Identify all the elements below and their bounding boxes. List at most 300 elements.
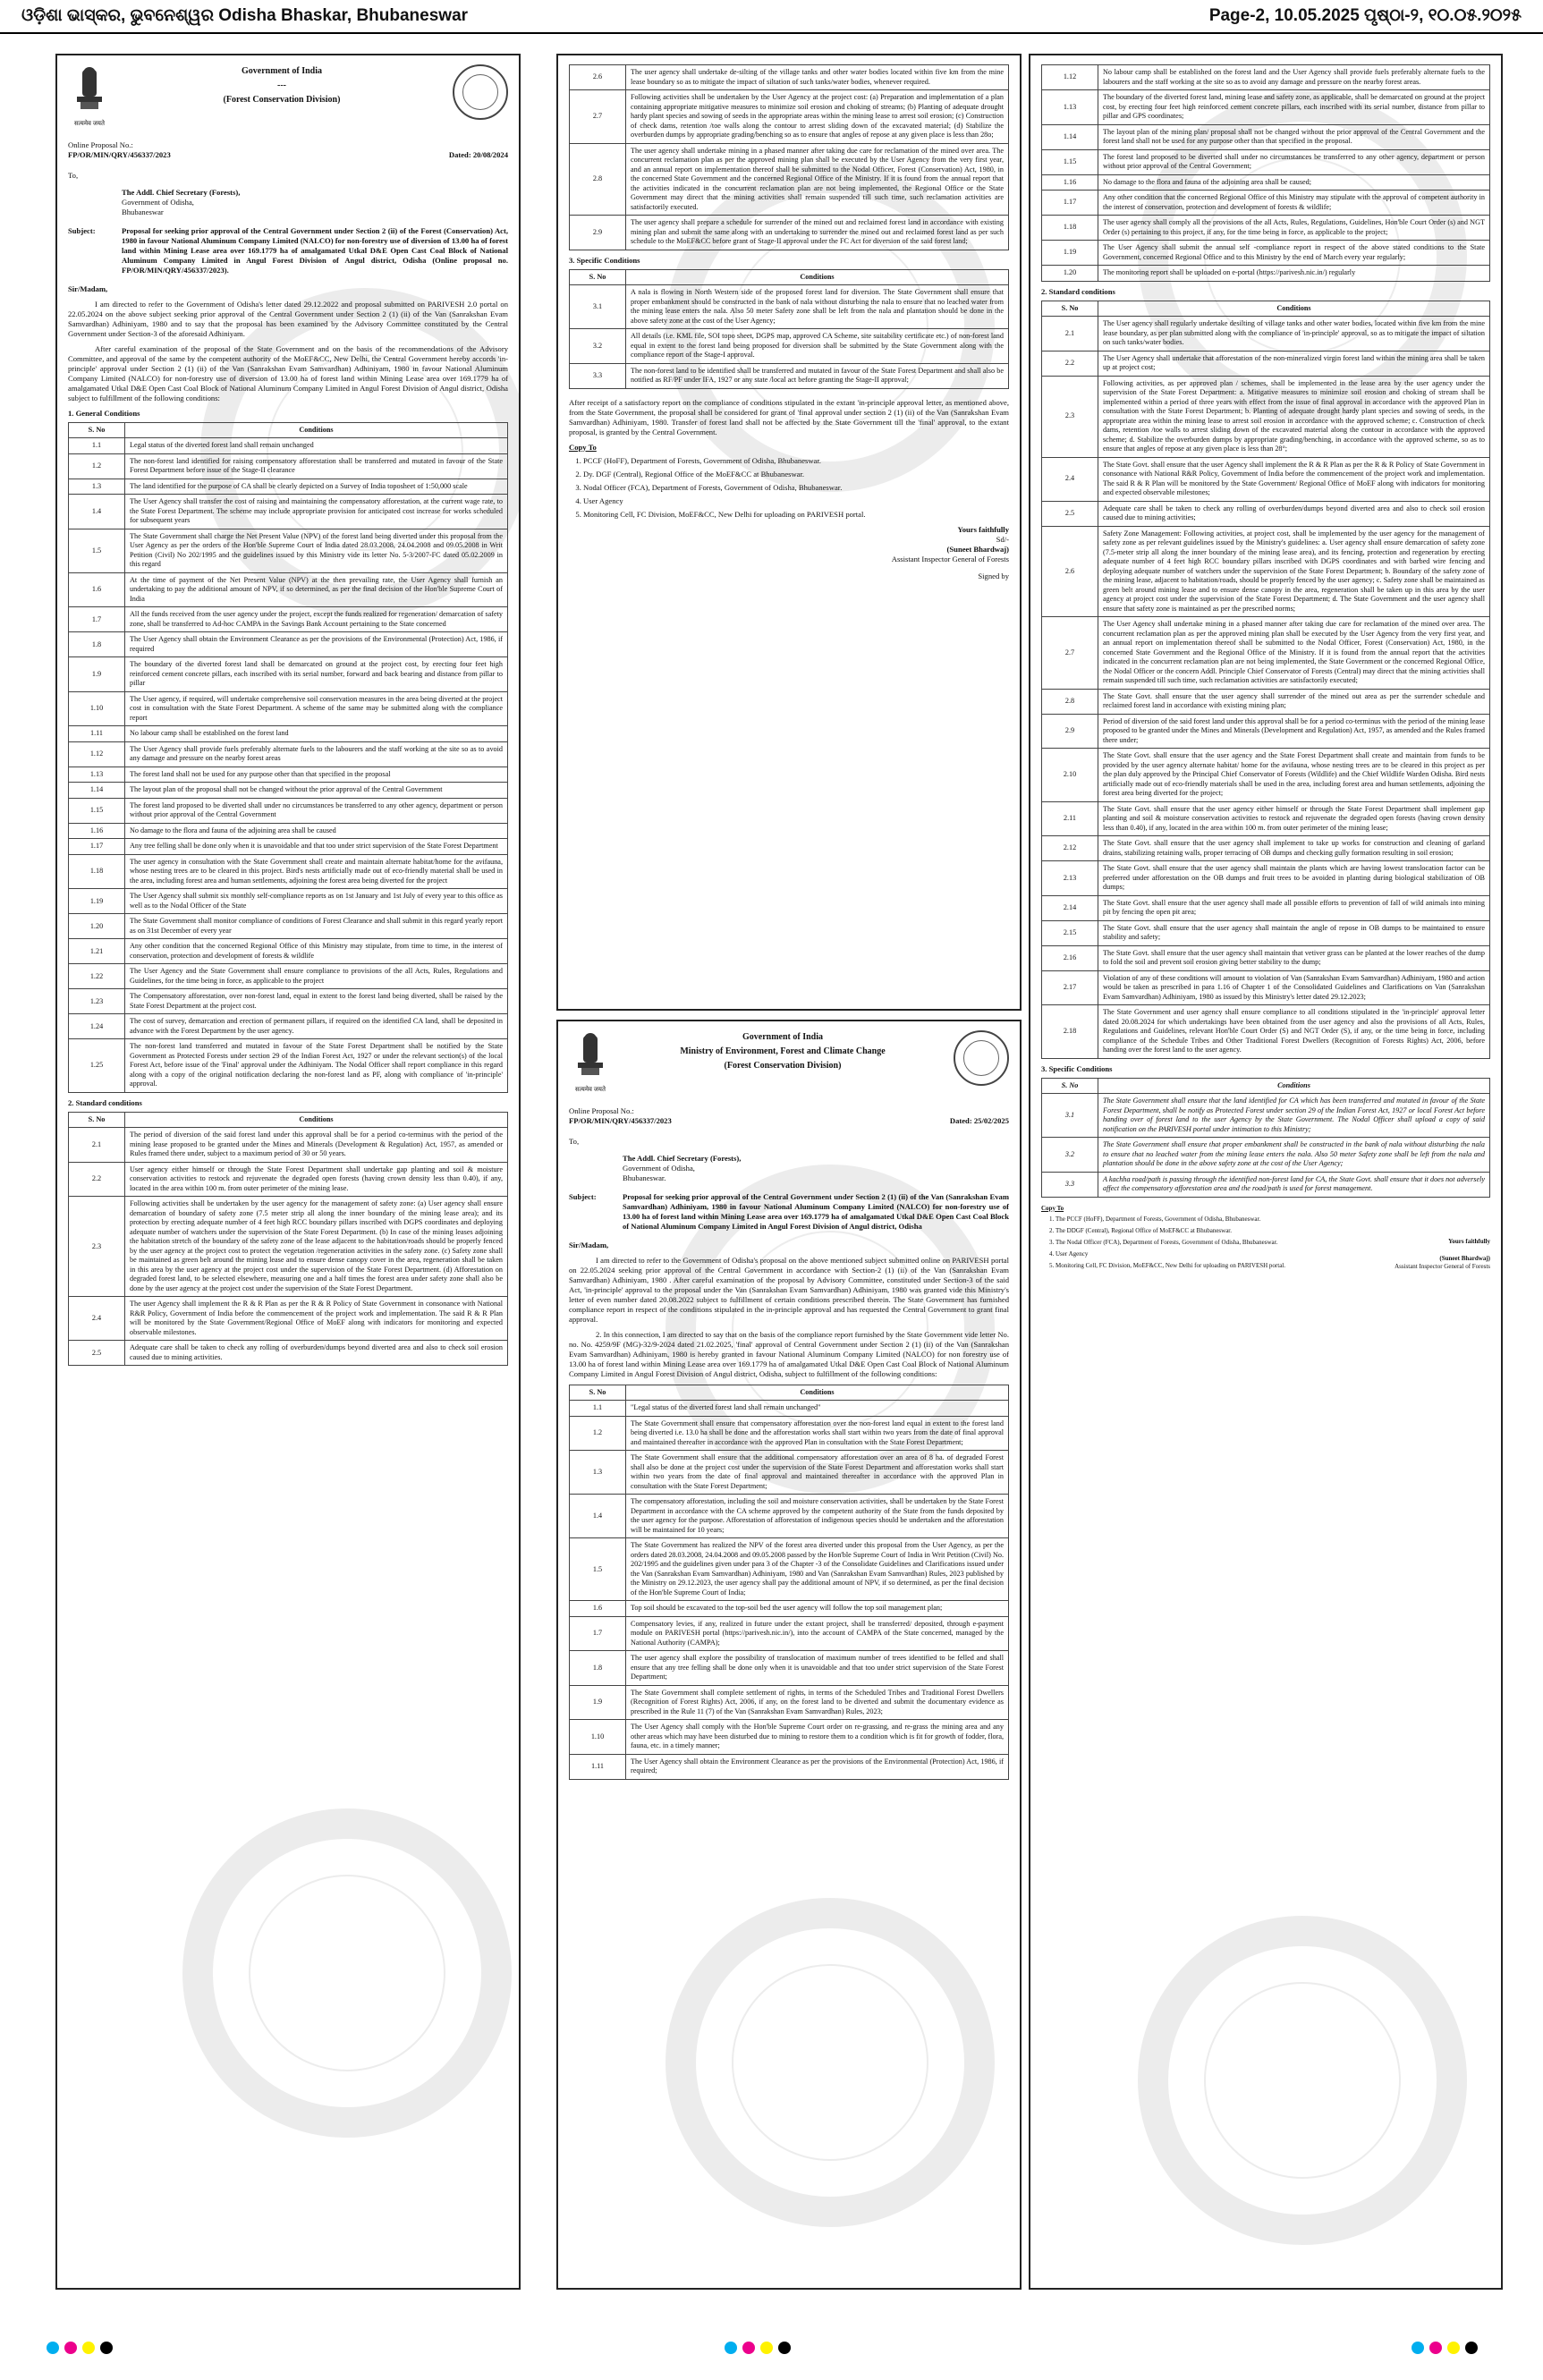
table-row (570, 1451, 1009, 1495)
motto: सत्यमेव जयते (575, 1086, 606, 1093)
row-condition: The State Govt. shall ensure that the user agency shall made all possible efforts to prevention of fall of wild animals into mining pit by fencing the open pit area; (1098, 895, 1490, 920)
proposal-no: FP/OR/MIN/QRY/456337/2023 (68, 149, 171, 159)
row-condition: The User Agency shall comply with the Hon'ble Supreme Court order on re-grassing, and re-grass the mining area and any other areas which may have been disturbed due to mining to restore them to a condition which is fit for growth of fodder, flora, fauna, etc. in a timely manner; (626, 1720, 1009, 1755)
table-row (69, 691, 508, 726)
table-row (1042, 317, 1490, 351)
table-row (1042, 861, 1490, 896)
row-condition: Adequate care shall be taken to check any rolling of overburden/dumps beyond diverted area and also to check soil erosion caused due to mining activities; (1098, 501, 1490, 526)
row-condition: The User Agency and the State Government shall ensure compliance to provisions of the all Acts, Rules, Regulations and Guidelines, for the time being in force, as applicable to the project (125, 964, 508, 989)
row-condition: The State Govt. shall ensure that the user agency shall surrender of the mined out area as per the surrender schedule and reclaimed forest land in accordance with existing mining plan; (1098, 689, 1490, 714)
motto: सत्यमेव जयते (74, 120, 105, 127)
masthead-left: ଓଡ଼ିଶା ଭାସ୍କର, ଭୁବନେଶ୍ୱର Odisha Bhaskar, Bhubaneswar (21, 6, 469, 25)
section-heading: 1. General Conditions (68, 408, 140, 418)
table-row (69, 889, 508, 914)
registration-marks (1412, 2342, 1478, 2354)
magenta-dot (1429, 2342, 1442, 2354)
row-condition: The State Govt. shall ensure that the user agency shall maintain that vetiver grass can be planted at the lower reaches of the dump to fold the soil and prevent soil erosion giving better stability to the dump; (1098, 945, 1490, 970)
row-number: 1.11 (570, 1754, 626, 1779)
row-condition: The monitoring report shall be uploaded on e-portal (https://parivesh.nic.in/) regularly (1098, 266, 1490, 282)
row-condition: The layout plan of the mining plan/ proposal shall not be changed without the prior approval of the Central Government and the forest land shall not be used for any purpose other than that specified in the proposal. (1098, 124, 1490, 149)
row-number: 2.1 (69, 1128, 125, 1163)
row-number: 1.8 (570, 1651, 626, 1686)
row-number: 2.6 (1042, 526, 1098, 617)
row-number: 1.1 (570, 1401, 626, 1417)
table-row (1042, 1094, 1490, 1138)
row-condition: The State Government shall monitor compliance of conditions of Forest Clearance and shall submit in this regard yearly report as on 31st December of every year (125, 914, 508, 939)
row-condition: The User agency shall regularly undertake desilting of village tanks and other water bodies, located within five km from the mine lease boundary, as per plan submitted along with the compliance of 'in-principle' approval, so as to mitigate the impact of siltation on such tanks/water bodies. (1098, 317, 1490, 351)
table-row (69, 823, 508, 839)
table-row (1042, 90, 1490, 125)
row-condition: The State Government shall ensure that the additional compensatory afforestation over an area of 8 ha. of degraded Forest shall also be done at the project cost under the supervision of the State Forest Department and afforestation works shall start within two years from the date of final approval and maintained thereafter in accordance with the approved Plan in consultation with the State Forest Department; (626, 1451, 1009, 1495)
general-conditions-table (68, 422, 508, 1093)
specific-conditions-table (569, 269, 1009, 389)
row-condition: The layout plan of the proposal shall not be changed without the prior approval of the Central Government (125, 783, 508, 799)
row-number: 1.19 (69, 889, 125, 914)
row-number: 2.18 (1042, 1005, 1098, 1059)
copy-recipient: 5. Monitoring Cell, FC Division, MoEF&CC, New Delhi for uploading on PARIVESH portal. (1056, 1262, 1490, 1270)
row-condition: The User Agency shall transfer the cost of raising and maintaining the compensatory afforestation, at the current wage rate, to the State Forest Department. The scheme may include appropriate provision for anticipated cost increase for works scheduled for subsequent years (125, 495, 508, 529)
body-paragraph: I am directed to refer to the Government of Odisha's letter dated 29.12.2022 and proposal submitted on PARIVESH 2.0 portal on 22.05.2024 on the above subject seeking prior approval of the Central Government under Section 2 (1) (ii) of the Van (Sanrakshan Evam Samvardhan) Adhiniyam, 1980 and to say that the proposal has been examined by the Advisory Committee constituted by the Central Government under Section-3 of the aforesaid Adhiniyam. (68, 299, 508, 338)
table-row (69, 767, 508, 783)
table-row (1042, 351, 1490, 376)
copy-recipient: 5. Monitoring Cell, FC Division, MoEF&CC, New Delhi for uploading on PARIVESH portal. (583, 510, 1009, 520)
table-row (570, 1720, 1009, 1755)
row-number: 1.19 (1042, 241, 1098, 266)
row-number: 2.12 (1042, 836, 1098, 861)
row-condition: The User Agency shall provide fuels preferably alternate fuels to the labourers and the staff working at the site so as to avoid any damage and pressure on the nearby forest areas (125, 741, 508, 767)
subject-text: Proposal for seeking prior approval of the Central Government under Section 2 (ii) of the Forest (Conservation) Act, 1980 in favour National Aluminum Company Limited (NALCO) for non-forestry use of diversion of 13.00 ha of forest land within Mining Lease area over 169.1779 ha of amalgamated Utkal D&E Open Cast Coal Block of National Aluminum Company Limited in Angul Forest Division of Angul district, Odisha (Online proposal no. FP/OR/MIN/QRY/456337/2023). (122, 225, 508, 275)
row-number: 2.1 (1042, 317, 1098, 351)
table-row (1042, 526, 1490, 617)
row-number: 2.3 (1042, 376, 1098, 457)
row-number: 2.7 (1042, 617, 1098, 690)
row-condition: At the time of payment of the Net Present Value (NPV) at the then prevailing rate, the User Agency shall furnish an undertaking to pay the additional amount of NPV, if so determined, as per the final decision of the Hon'ble Supreme Court of India (125, 572, 508, 607)
table-row (69, 657, 508, 692)
copy-recipient: 2. Dy. DGF (Central), Regional Office of the MoEF&CC at Bhubaneswar. (583, 470, 1009, 479)
table-row (69, 839, 508, 855)
row-condition: The non-forest land to be identified shall be transferred and mutated in favour of the State Forest Department and shall also be notified as RF/PF under IFA, 1927 or any state /local act before granting the Stage-II approval; (626, 363, 1009, 388)
row-number: 1.25 (69, 1039, 125, 1093)
subject-text: Proposal for seeking prior approval of the Central Government under Section 2 (1) (ii) of the Van (Sanrakshan Evam Samvardhan) Adhiniyam, 1980 in favour National Aluminum Company Limited (NALCO) for non-forestry use of 13.00 ha of forest land within Mining Lease area over 169.1779 ha of amalgamated Utkal D&E Open Cast Coal Block of National Aluminum Company Limited in Angul Forest Division of Angul district, Odisha (623, 1191, 1009, 1231)
col-header-conditions: Conditions (1098, 301, 1490, 317)
row-condition: The user agency shall comply all the provisions of the all Acts, Rules, Regulations, Guidelines, Hon'ble Court Order (s) and NGT Order (s) pertaining to this project, if any, for the time being in force, as applicable to the project; (1098, 216, 1490, 241)
row-number: 2.9 (1042, 714, 1098, 749)
row-condition: Following activities, as per approved plan / schemes, shall be implemented in the lease area by the user agency under the supervision of the State Forest Department: a. Mitigative measures to minimize soil erosion and choking of stream shall be implemented within a period of three years with effect from the issue of final approval in accordance with the approved Plan in consultation with the State Forest Department; b. Planting of adequate drought hardy plant species and sowing of seeds, in the appropriate area within the mining lease to arrest soil erosion in accordance with the approved scheme; c. Construction of check dams, retention /toe walls to arrest sliding down of the excavated material along the contour in accordance with the approved scheme; d. Stabilize the overburden dumps by appropriate grading/benching, in accordance with the approved scheme, so as to ensure that angles of repose at any given place is less than 28°; (1098, 376, 1490, 457)
ministry-seal-icon (954, 1030, 1009, 1086)
row-number: 1.3 (570, 1451, 626, 1495)
standard-conditions-table-cont (569, 64, 1009, 250)
table-row (1042, 1138, 1490, 1173)
row-number: 2.6 (570, 65, 626, 90)
section-heading: 3. Specific Conditions (1041, 1063, 1113, 1073)
addressee-line3: Bhubaneswar. (623, 1173, 666, 1182)
section-heading: 2. Standard conditions (1041, 286, 1115, 296)
masthead-right: Page-2, 10.05.2025 ପୃଷ୍ଠା-୨, ୧୦.୦୫.୨୦୨୫ (1208, 6, 1522, 25)
table-row (1042, 191, 1490, 216)
row-number: 1.16 (69, 823, 125, 839)
closing: Yours faithfully (957, 524, 1009, 534)
ministry-title: Ministry of Environment, Forest and Climate Change (680, 1046, 886, 1056)
subject-label: Subject: (569, 1191, 597, 1201)
magenta-dot (64, 2342, 77, 2354)
row-number: 1.2 (570, 1416, 626, 1451)
table-row (69, 453, 508, 479)
row-condition: The User Agency shall submit the annual self -compliance report in respect of the above stated conditions to the State Government, concerned Regional Office and to this Ministry by the end of March every year regularly; (1098, 241, 1490, 266)
row-number: 1.23 (69, 989, 125, 1014)
row-condition: Any other condition that the concerned Regional Office of this Ministry may stipulate, from time to time, in the interest of conservation, protection and development of forests & wildlife (125, 939, 508, 964)
row-condition: The user agency shall prepare a schedule for surrender of the mined out and reclaimed forest land in accordance with existing mining plan and submit the same along with an undertaking to surrender the mined out and reclaimed forest land as per such schedule to the MoEF&CC before grant of Stage-II approval under the FC Act for diversion of the said forest land; (626, 216, 1009, 250)
copy-recipient: 4. User Agency (1056, 1250, 1490, 1258)
table-row (69, 479, 508, 495)
row-number: 1.4 (570, 1495, 626, 1538)
row-condition: The State Govt. shall ensure that the user agency shall maintain the angle of repose in OB dumps to be maintained to ensure stability and safety; (1098, 920, 1490, 945)
table-row (69, 854, 508, 889)
row-condition: The forest land proposed to be diverted shall under no circumstances be transferred to any other agency, department or person without prior approval of the Central Government (125, 798, 508, 823)
table-row (69, 1039, 508, 1093)
row-number: 1.2 (69, 453, 125, 479)
letter-inprinciple (55, 54, 521, 2290)
table-row (570, 329, 1009, 364)
row-number: 1.20 (69, 914, 125, 939)
row-condition: The user agency shall undertake mining in a phased manner after taking due care for reclamation of the mined over area. The concurrent reclamation plan as per the approved mining plan shall be executed by the User Agency from the very first year, and an annual report on implementation thereof shall be submitted to the Nodal Officer, Forest (Conservation) Act, 1980, in the concerned State Government and the concerned Regional Office of the Ministry. If it is found from the annual report that the activities indicated in the concurrent reclamation plan are not being implemented, the Regional Office or the State Government may direct that the mining activities shall remain suspended till such time, such reclamation activities are satisfactorily executed. (626, 143, 1009, 216)
row-condition: The boundary of the diverted forest land shall be demarcated on ground at the project cost, by erecting four feet high reinforced cement concrete pillars, each inscribed with its serial number, forward and back bearing and distance from pillar to pillar (125, 657, 508, 692)
row-number: 1.21 (69, 939, 125, 964)
table-row (69, 438, 508, 454)
row-condition: Legal status of the diverted forest land shall remain unchanged (125, 438, 508, 454)
row-condition: Adequate care shall be taken to check any rolling of overburden/dumps beyond diverted area and also to check soil erosion caused due to mining activities. (125, 1341, 508, 1366)
row-number: 2.11 (1042, 801, 1098, 836)
row-condition: Following activities shall be undertaken by the user agency for the management of safety zone: (a) User agency shall ensure demarcation of boundary of safety zone (7.5 meter strip all along the inner boundary of the mining lease area); and its protection by erecting adequate number of 4 feet high RCC boundary pillars inscribed with DGPS coordinates and deploying adequate number of watchers under the supervision of the State Forest Department. (b) In case of the mining leases adjoining the habitation stretch of the boundary of the safety zone of the lease adjacent to the habitation/roads should be properly fenced by the user agency at the project cost to protect the vegetation /regeneration activities in the safety zone. (c) Safety zone shall be maintained as green belt around the mining lease and to ensure dense canopy cover in the area, regeneration shall be taken in this area by the user agency at the project cost under the supervision of the State Forest Department. (d) Afforestation on degraded forest land, to be selected elsewhere, measuring one and a half times the forest area under safety zone shall also be done by the user agency at the project cost under the supervision of the State Forest Department. (125, 1197, 508, 1297)
row-number: 1.13 (1042, 90, 1098, 125)
letter-inprinciple-continued (556, 54, 1022, 1011)
row-number: 2.8 (570, 143, 626, 216)
row-number: 2.3 (69, 1197, 125, 1297)
table-row (69, 726, 508, 742)
row-condition: The User Agency shall obtain the Environment Clearance as per the provisions of the Environmental (Protection) Act, 1986, if required (125, 632, 508, 657)
row-condition: The State Govt. shall ensure that the user agency and the State Forest Department shall create and maintain from funds to be provided by the user agency alternate habitat/ home for the avifauna, whose nesting trees are to be cleared in this project as per the plan duly approved by the Principal Chief Conservator of Forests (Wildlife) and the Chief Wildlife Warden Odisha. Bird nests artificially made out of eco-friendly materials shall be used in the area, including forest area and human settlements, adjoining the forest area being diverted for the project; (1098, 749, 1490, 802)
row-condition: No labour camp shall be established on the forest land (125, 726, 508, 742)
col-header-sno: S. No (1042, 1078, 1098, 1094)
addressee-line1: The Addl. Chief Secretary (Forests), (122, 187, 241, 197)
row-number: 1.1 (69, 438, 125, 454)
row-number: 1.12 (69, 741, 125, 767)
newspaper-masthead (0, 0, 1543, 34)
copy-recipient: 4. User Agency (583, 496, 1009, 506)
table-row (69, 607, 508, 632)
col-header-conditions: Conditions (125, 422, 508, 438)
copy-recipient: 2. The DDGF (Central), Regional Office of MoEF&CC at Bhubaneswar. (1056, 1227, 1490, 1235)
row-condition: The State Government shall ensure that proper embankment shall be constructed in the bank of nala without disturbing the nala to ensure that no leached water from the mining lease enters the nala. Also 50 meter Safety zone shall be left from the nala and plantation should be done in the above safety zone at the cost of the User Agency; (1098, 1138, 1490, 1173)
row-number: 1.15 (1042, 149, 1098, 174)
row-condition: The State Govt. shall ensure that the user agency shall maintain the plants which are having lowest translocation factor can be preferred under afforestation on the OB dumps and fruit trees to be avoided in planting during biological stabilization of OB dumps; (1098, 861, 1490, 896)
row-condition: "Legal status of the diverted forest land shall remain unchanged" (626, 1401, 1009, 1417)
row-number: 1.17 (69, 839, 125, 855)
row-condition: No damage to the flora and fauna of the adjoining area shall be caused; (1098, 174, 1490, 191)
row-number: 3.3 (570, 363, 626, 388)
table-row (69, 939, 508, 964)
subject-label: Subject: (68, 225, 96, 235)
row-condition: Any other condition that the concerned Regional Office of this Ministry may stipulate with the approval of competent authority in the interest of conservation, protection and development of forests & wildlife; (1098, 191, 1490, 216)
table-row (570, 1651, 1009, 1686)
row-number: 1.9 (69, 657, 125, 692)
row-number: 2.9 (570, 216, 626, 250)
proposal-no: FP/OR/MIN/QRY/456337/2023 (569, 1115, 672, 1125)
table-row (570, 1685, 1009, 1720)
table-row (69, 741, 508, 767)
table-row (1042, 65, 1490, 90)
table-row (69, 989, 508, 1014)
copy-recipient: 1. The PCCF (HoFF), Department of Forests, Government of Odisha, Bhubaneswar. (1056, 1215, 1490, 1224)
row-condition: The forest land shall not be used for any purpose other than that specified in the proposal (125, 767, 508, 783)
table-row (69, 529, 508, 572)
proposal-label: Online Proposal No.: (569, 1105, 634, 1115)
table-row (1042, 216, 1490, 241)
row-condition: No labour camp shall be established on the forest land and the User Agency shall provide fuels preferably alternate fuels to the labourers and the staff working at the site so as to avoid any damage and pressure on the nearby forest areas. (1098, 65, 1490, 90)
row-condition: Safety Zone Management: Following activities, at project cost, shall be implemented by the user agency for the management of safety zone as per relevant guidelines issued by the Ministry's guidelines: a. User agency shall ensure demarcation of safety zone (7.5-meter strip all along the inner boundary of the mining lease area), and its fencing, protection and regeneration by erecting adequate number of 4 feet high RCC boundary pillars inscribed with DGPS coordinates and with barbed wire fencing and deploying adequate number of watchers under the supervision of the State Forest Department; b. Boundary of the safety zone of the mining lease, adjacent to habitation/roads, should be properly fenced by the user agency; c. Safety zone shall be maintained as green belt around mining lease and to ensure dense canopy in the area, regeneration shall be taken up in this area by the user agency at project cost under the supervision of the State Forest Department; d. The State Government and the user agency shall ensure that safety zone is maintained as per the prescribed norms; (1098, 526, 1490, 617)
row-condition: The State Government shall ensure that compensatory afforestation over the non-forest land equal in extent to the forest land being diverted i.e. 13.0 ha shall be done and the afforestation works shall start within two years from the date of final approval and maintained thereafter in accordance with the approved Plan in consultation with the State Forest Department; (626, 1416, 1009, 1451)
row-number: 1.20 (1042, 266, 1098, 282)
row-condition: The forest land proposed to be diverted shall under no circumstances be transferred to any other agency, department or person without prior approval of the Central Government; (1098, 149, 1490, 174)
row-number: 2.14 (1042, 895, 1098, 920)
row-number: 2.4 (69, 1297, 125, 1341)
row-condition: The User Agency shall undertake that afforestation of the non-mineralized virgin forest land within the mining area shall be taken up at project cost; (1098, 351, 1490, 376)
col-header-sno: S. No (69, 422, 125, 438)
row-condition: Period of diversion of the said forest land under this approval shall be for a period co-terminus with the period of the mining lease proposed to be granted under the Mines and Minerals (Development and Regulation) Act, 1957, as amended and the Rules framed there under; (1098, 714, 1490, 749)
addressee-line3: Bhubaneswar (122, 207, 164, 216)
section-heading: 3. Specific Conditions (569, 255, 640, 265)
col-header-conditions: Conditions (1098, 1078, 1490, 1094)
table-row (1042, 714, 1490, 749)
row-number: 1.3 (69, 479, 125, 495)
row-condition: Compensatory levies, if any, realized in future under the extant project, shall be transferred/ deposited, through e-payment module on PARIVESH portal (https://parivesh.nic.in/), into the account of CAMPA of the State concerned, managed by the National Authority (CAMPA); (626, 1616, 1009, 1651)
body-paragraph: I am directed to refer to the Government of Odisha's proposal on the above mentioned subject submitted online on PARIVESH portal on 22.05.2024 seeking prior approval of the Central Government in accordance with Section-2 (1) (ii) of the Van (Sanrakshan Evam Samvardhan) Adhiniyam, 1980 . After careful examination of the proposal by Advisory Committee, constituted under Section-3 of the said Act, 'in-principle' approval to the proposal under the Van (Sanrakshan Evam Samvardhan) Adhiniyam, 1980 was granted vide this Ministry's letter of even number dated 20.08.2022 subject to fulfillment of certain conditions prescribed therein. The State Government has furnished compliance report in respect of the conditions stipulated in the in-principle approval and has requested the Central Government to grant final approval. (569, 1255, 1009, 1324)
table-row (69, 495, 508, 529)
row-number: 1.10 (69, 691, 125, 726)
row-condition: The user agency shall undertake de-silting of the village tanks and other water bodies located within five km from the mine lease boundary so as to mitigate the impact of siltation of such tanks/water bodies, whenever required. (626, 65, 1009, 90)
table-row (1042, 970, 1490, 1005)
addressee-line2: Government of Odisha, (623, 1163, 695, 1173)
table-row (1042, 124, 1490, 149)
table-row (69, 572, 508, 607)
row-number: 3.1 (1042, 1094, 1098, 1138)
row-condition: The compensatory afforestation, including the soil and moisture conservation activities, shall be undertaken by the State Forest Department in accordance with the CA scheme approved by the competent authority of the State from the funds deposited by the user agency for the purpose. Afforestation of afforestation of indigenous species should be undertaken and the afforestation will be maintained for 10 years; (626, 1495, 1009, 1538)
table-row (570, 363, 1009, 388)
letter-date: Dated: 25/02/2025 (949, 1115, 1009, 1125)
salutation: Sir/Madam, (68, 284, 108, 293)
ministry-seal-icon (453, 64, 508, 120)
table-row (1042, 501, 1490, 526)
gov-title: Government of India (742, 1032, 823, 1042)
row-number: 1.14 (1042, 124, 1098, 149)
cyan-dot (1412, 2342, 1424, 2354)
row-condition: The Compensatory afforestation, over non-forest land, equal in extent to the forest land being diverted, shall be raised by the State Forest Department at the project cost. (125, 989, 508, 1014)
table-row (69, 1297, 508, 1341)
body-paragraph: After receipt of a satisfactory report on the compliance of conditions stipulated in the extant 'in-principle approval letter, as mentioned above, from the State Government, the proposal shall be considered for grant of 'final approval under section 2 (1) (ii) of the Van (Sanrakshan Evam Samvardhan) Adhiniyam, 1980. Transfer of forest land shall not be affected by the State Government till the 'final' approval, to the extant proposal, is granted by the Central Government. (569, 397, 1009, 436)
row-condition: The non-forest land transferred and mutated in favour of the State Forest Department shall be notified by the State Government as Protected Forests under section 29 of the Indian Forest Act, 1927 or under the relevant section(s) of the local Forest Act, before issue of the 'Final' approval under the Adhiniyam. The Nodal Officer shall report compliance in this regard along with a copy of the original notification declaring the non-forest land as PF, along with compliance of 'in-principle' approval. (125, 1039, 508, 1093)
row-number: 2.2 (1042, 351, 1098, 376)
row-number: 2.4 (1042, 457, 1098, 501)
row-condition: The land identified for the purpose of CA shall be clearly depicted on a Survey of India toposheet of 1:50,000 scale (125, 479, 508, 495)
table-row (1042, 749, 1490, 802)
table-row (570, 1616, 1009, 1651)
table-row (69, 914, 508, 939)
division-title: (Forest Conservation Division) (724, 1061, 842, 1071)
table-row (570, 65, 1009, 90)
row-number: 1.15 (69, 798, 125, 823)
table-row (69, 1014, 508, 1039)
registration-marks (47, 2342, 113, 2354)
table-row (69, 1128, 508, 1163)
table-row (1042, 617, 1490, 690)
row-number: 2.2 (69, 1162, 125, 1197)
row-condition: The State Government shall complete settlement of rights, in terms of the Scheduled Tribes and Traditional Forest Dwellers (Recognition of Forest Rights) Act, 2006, if any, on the forest land to be diverted and submit the documentary evidence as prescribed in the Rule 11 (7) of the Van (Sanrakshan Evam Samvardhan) Rules, 2023; (626, 1685, 1009, 1720)
row-number: 2.13 (1042, 861, 1098, 896)
yellow-dot (82, 2342, 95, 2354)
black-dot (100, 2342, 113, 2354)
cyan-dot (725, 2342, 737, 2354)
row-number: 1.18 (1042, 216, 1098, 241)
table-row (570, 1538, 1009, 1601)
table-row (570, 143, 1009, 216)
row-number: 2.5 (1042, 501, 1098, 526)
row-condition: The boundary of the diverted forest land, mining lease and safety zone, as applicable, shall be demarcated on ground at the project cost, by erecting four feet high reinforced cement concrete pillars, each inscribed with its serial number, distance from pillar to pillar and GPS coordinates; (1098, 90, 1490, 125)
table-row (69, 1162, 508, 1197)
row-number: 1.17 (1042, 191, 1098, 216)
col-header-conditions: Conditions (125, 1112, 508, 1128)
closing: Yours faithfully (1448, 1238, 1490, 1246)
row-number: 1.16 (1042, 174, 1098, 191)
col-header-sno: S. No (570, 269, 626, 285)
proposal-label: Online Proposal No.: (68, 140, 133, 149)
row-condition: The User Agency shall undertake mining in a phased manner after taking due care for reclamation of the mined over area. The concurrent reclamation plan as per the approved mining plan shall be executed by the User Agency from the very first year, and an annual report on implementation thereof shall be submitted to the Nodal Officer, Forest (Conservation) Act, 1980, in the concerned State Government and the Regional Office of the Ministry. If it is found from the annual report that the activities indicated in the concurrent reclamation plan are not being implemented, the State Government or the concerned Regional Office, the Nodal Officer or the concern Addl. Principle Chief Conservator of Forests (Central) may direct that the mining activities shall remain suspended till such time, such reclamation activities are satisfactorily executed; (1098, 617, 1490, 690)
watermark-seal (1138, 1916, 1467, 2245)
row-condition: Violation of any of these conditions will amount to violation of Van (Sanrakshan Evam Samvardhan) Adhiniyam, 1980 and action would be taken as prescribed in para 1.16 of Chapter 1 of the Consolidated Guidelines and Clarifications on Van (Sanrakshan Evam Samvardhan) Adhiniyam, 1980 as issued by this Ministry's letter dated 29.12.2023; (1098, 970, 1490, 1005)
row-condition: The State Govt. shall ensure that the user agency either himself or through the State Forest Department shall implement gap planting and soil & moisture conservation activities to restock and rejuvenate the degraded open forests (having crown density less than 0.40), if any, located in the area within 100 m. from outer perimeter of the mining lease; (1098, 801, 1490, 836)
table-row (570, 90, 1009, 144)
row-number: 1.24 (69, 1014, 125, 1039)
letter-date: Dated: 20/08/2024 (448, 149, 508, 159)
body-paragraph: 2. In this connection, I am directed to say that on the basis of the compliance report furnished by the State Government vide letter No. no. No. 4259/9F (MG)-32/9-2024 dated 21.02.2025, 'final' approval of Central Government under Section 2 (1) (ii) of the Van (Sanrakshan Evam Samvardhan) Adhiniyam, 1980 is hereby granted in favour National Aluminum Company Limited (NALCO) for non forestry use of 13.00 ha of forest land within Mining Lease area over 169.1779 ha of amalgamated Utkal D&E Open Cast Coal Block of National Aluminum Company Limited in Angul Forest Division of Angul district, Odisha, subject to fulfillment of the following conditions: (569, 1329, 1009, 1378)
division-title: (Forest Conservation Division) (223, 95, 341, 105)
signer-name: (Suneet Bhardwaj) (1439, 1255, 1490, 1263)
registration-marks (725, 2342, 791, 2354)
row-number: 2.16 (1042, 945, 1098, 970)
table-row (69, 1341, 508, 1366)
row-number: 1.5 (69, 529, 125, 572)
table-row (1042, 457, 1490, 501)
row-condition: All the funds received from the user agency under the project, except the funds realized for regeneration/ demarcation of safety zone, shall be transferred to Ad-hoc CAMPA in the Savings Bank Account pertaining to the State concerned (125, 607, 508, 632)
row-condition: The State Government and user agency shall ensure compliance to all conditions stipulated in the 'in-principle' approval letter dated 20.08.2024 for which undertakings have been obtained from the user agency and also the provisions of all Acts, Rules, Regulations and Guidelines, relevant Hon'ble Court Order (S) and NGT Order (S), if any, or the time being in force, including compliance of the Schedule Tribes and Other Traditional Forest Dwellers (Recognition of Forests Rights) Act, 2006, before handing over the forest land to the user agency. (1098, 1005, 1490, 1059)
row-condition: Following activities shall be undertaken by the User Agency at the project cost: (a) Preparation and implementation of a plan containing appropriate mitigative measures to minimize soil erosion and choking of streams; (b) Planting of adequate drought hardy plant species and sowing of seeds in the appropriate areas within the mining lease to arrest soil erosion; (c) Construction of check dams, retention /toe walls along the contour to arrest sliding down of the excavated material; (d) Stabilize the overburden dumps by appropriate grading/benching so as to ensure that angles of repose at any given place is less than 28o; (626, 90, 1009, 144)
watermark-seal (182, 1808, 512, 2138)
row-condition: The cost of survey, demarcation and erection of permanent pillars, if required on the identified CA land, shall be deposited in advance with the Forest Department by the user agency. (125, 1014, 508, 1039)
copy-recipient: 1. PCCF (HoFF), Department of Forests, Government of Odisha, Bhubaneswar. (583, 456, 1009, 466)
row-number: 1.9 (570, 1685, 626, 1720)
letter-final-approval (556, 1020, 1022, 2290)
yellow-dot (1447, 2342, 1460, 2354)
table-row (1042, 836, 1490, 861)
table-row (1042, 895, 1490, 920)
table-row (69, 798, 508, 823)
black-dot (778, 2342, 791, 2354)
row-condition: Top soil should be excavated to the top-soil bed the user agency will follow the top soil management plan; (626, 1601, 1009, 1617)
row-number: 2.7 (570, 90, 626, 144)
row-number: 1.8 (69, 632, 125, 657)
section-heading: 2. Standard conditions (68, 1097, 142, 1107)
sd-mark: Sd/- (996, 534, 1009, 544)
row-condition: The user agency shall explore the possibility of translocation of maximum number of trees identified to be felled and shall ensure that any tree felling shall be done only when it is unavoidable and that too under strict supervision of the State Forest Department; (626, 1651, 1009, 1686)
table-row (570, 1495, 1009, 1538)
standard-conditions-table (1041, 301, 1490, 1059)
signer-designation: Assistant Inspector General of Forests (1395, 1263, 1490, 1271)
row-number: 1.13 (69, 767, 125, 783)
row-condition: The User Agency shall obtain the Environment Clearance as per the provisions of the Environmental (Protection) Act, 1986, if required; (626, 1754, 1009, 1779)
national-emblem-icon (569, 1030, 612, 1086)
row-number: 1.5 (570, 1538, 626, 1601)
table-row (1042, 376, 1490, 457)
signer-designation: Assistant Inspector General of Forests (891, 554, 1009, 563)
row-number: 3.2 (570, 329, 626, 364)
col-header-conditions: Conditions (626, 1385, 1009, 1401)
col-header-sno: S. No (570, 1385, 626, 1401)
table-row (1042, 801, 1490, 836)
row-number: 1.11 (69, 726, 125, 742)
col-header-sno: S. No (69, 1112, 125, 1128)
table-row (1042, 945, 1490, 970)
row-number: 1.10 (570, 1720, 626, 1755)
row-number: 1.6 (69, 572, 125, 607)
signed-by: Signed by (978, 571, 1009, 580)
copy-recipient: 3. The Nodal Officer (FCA), Department of Forests, Government of Odisha, Bhubaneswar. (1056, 1239, 1490, 1247)
body-paragraph: After careful examination of the proposal of the State Government and on the basis of the recommendations of the Advisory Committee, and approval of the same by the competent authority of the MoEF&CC, New Delhi, the Central Government hereby accords 'in-principle' approval under Section 2 (1) (ii) of the Van (Sanrakshan Evam Samvardhan) Adhiniyam, 1980 in favour National Aluminum Company Limited (NALCO) for non-forestry use of diversion of 13.00 ha of forest land within Mining Lease area over 169.1779 ha of amalgamated Utkal D&E Open Cast Coal Block of National Aluminum Company Limited in Angul Forest Division of Angul district, Odisha subject to fulfillment of the following conditions: (68, 343, 508, 402)
table-row (1042, 266, 1490, 282)
table-row (69, 783, 508, 799)
signer-name: (Suneet Bhardwaj) (946, 544, 1009, 554)
row-number: 3.2 (1042, 1138, 1098, 1173)
row-condition: The User Agency shall submit six monthly self-compliance reports as on 1st January and 1st July of every year to this office as well as to the Nodal Officer of the State (125, 889, 508, 914)
row-number: 1.4 (69, 495, 125, 529)
row-condition: The State Govt. shall ensure that the user agency shall implement to take up works for construction and cleaning of garland drains, stabilizing retaining walls, proper terracing of OB dumps and checking gully formation resulting in soil erosion; (1098, 836, 1490, 861)
row-number: 2.5 (69, 1341, 125, 1366)
final-conditions-table-cont (1041, 64, 1490, 282)
row-number: 2.10 (1042, 749, 1098, 802)
col-header-conditions: Conditions (626, 269, 1009, 285)
to-label: To, (68, 170, 79, 180)
table-row (69, 1197, 508, 1297)
row-condition: The State Govt. shall ensure that the user Agency shall implement the R & R Plan as per the R & R Policy of State Government in consonance with National R&R Policy, Government of India before the commencement of the project work and implementation. The said R & R Plan will be monitored by the State Government/ Regional Office of MoEF along with indicators for monitoring and expected observable milestones; (1098, 457, 1490, 501)
row-number: 1.7 (69, 607, 125, 632)
yellow-dot (760, 2342, 773, 2354)
final-conditions-table (569, 1385, 1009, 1780)
row-condition: The State Government shall charge the Net Present Value (NPV) of the forest land being diverted under this proposal from the User Agency as per the orders of the Hon'ble Supreme Court of India dated 28.03.2008, 24.04.2008 and 09.05.2008 in Writ Petition (Civil) No 202/1995 and the guidelines issued by this Ministry vide its letter No. 5-3/2007-FC dated 05.02.2009 in this regard (125, 529, 508, 572)
row-condition: A nala is flowing in North Western side of the proposed forest land for diversion. The State Government shall ensure that proper embankment should be constructed in the bank of nala without disturbing the nala to ensure that no leached water from the mining lease enters the nala. Also 50 meter Safety zone shall be left from the nala and plantation should be done in the above safety zone at the cost of the User Agency; (626, 285, 1009, 329)
standard-conditions-table (68, 1112, 508, 1367)
row-condition: The non-forest land identified for raising compensatory afforestation shall be transferred and mutated in favour of the State Forest Department before issue of the Stage-II clearance (125, 453, 508, 479)
row-number: 1.7 (570, 1616, 626, 1651)
row-condition: The User agency, if required, will undertake comprehensive soil conservation measures in the area being diverted at the project cost in consultation with the State Forest Department. A scheme of the same may be submitted along with the compliance report (125, 691, 508, 726)
col-header-sno: S. No (1042, 301, 1098, 317)
table-row (570, 1601, 1009, 1617)
table-row (1042, 1172, 1490, 1197)
copy-to-heading: Copy To (569, 442, 597, 452)
row-condition: The user Agency shall implement the R & R Plan as per the R & R Policy of State Government in consonance with National R&R Policy, Government of India before the commencement of the project work and implementation. The said R & R Plan will be monitored by the State Government/Regional Office of MoEF along with indicators for monitoring and expected observable milestones. (125, 1297, 508, 1341)
row-number: 1.18 (69, 854, 125, 889)
table-row (570, 216, 1009, 250)
table-row (1042, 174, 1490, 191)
row-condition: The State Government has realized the NPV of the forest area diverted under this proposal from the User Agency, as per the orders dated 28.03.2008, 24.04.2008 and 09.05.2008 passed by the Hon'ble Supreme Court of India in Writ Petition (Civil) No. 202/1995 and the guidelines given under para 3 of the Chapter -3 of the Consolidate Guidelines and Clarifications issued under the Van (Sanrakshan Evam Samvardhan) Adhiniyam, 1980 and Van (Sanrakshan Evam Samvardhan) Rules, 2023 published by the Ministry on 29.12.2023, the user agency shall pay the additional amount of NPV, if so determined, as per the final decision of the Hon'ble Supreme Court of India; (626, 1538, 1009, 1601)
row-number: 3.3 (1042, 1172, 1098, 1197)
table-row (1042, 920, 1490, 945)
